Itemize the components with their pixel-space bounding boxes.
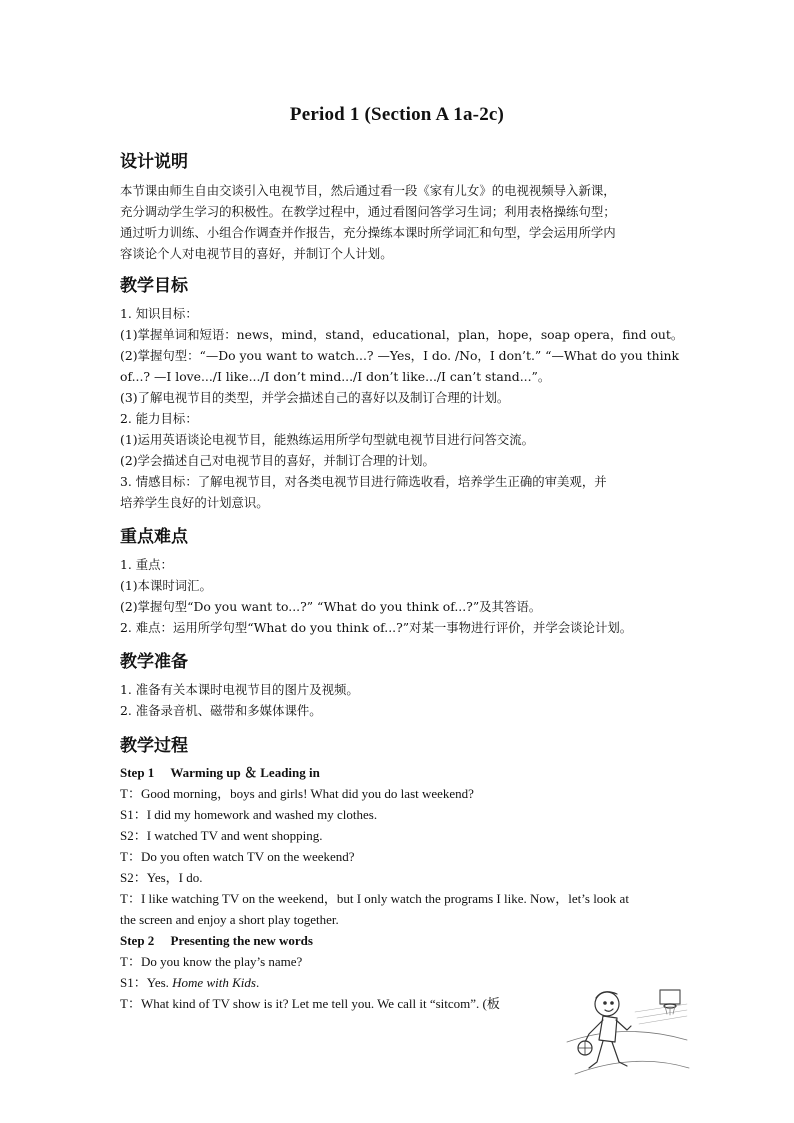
text-line: 培养学生良好的计划意识。 [120, 495, 269, 510]
dialogue-line: T：Do you know the play’s name? [120, 954, 303, 969]
text-line: of...? —I love.../I like.../I don’t mind.../I don’t like.../I can’t stand...”。 [120, 369, 551, 384]
dialogue-suffix: . [255, 975, 260, 990]
text-line: 充分调动学生学习的积极性。在教学过程中，通过看图问答学习生词；利用表格操练句型； [120, 204, 616, 219]
dialogue-prefix: S1：Yes. [120, 975, 173, 990]
text-line: 1. 重点： [120, 557, 173, 572]
dialogue-line: T：Do you often watch TV on the weekend? [120, 849, 355, 864]
dialogue-line: S2：Yes，I do. [120, 870, 203, 885]
text-line: (2)学会描述自己对电视节目的喜好，并制订合理的计划。 [120, 453, 435, 468]
list-goals [120, 303, 682, 513]
dialogue-line: T：Good morning，boys and girls! What did you do last weekend? [120, 786, 474, 801]
show-title: Home with Kids [172, 975, 256, 990]
text-line: 本节课由师生自由交谈引入电视节目，然后通过看一段《家有儿女》的电视视频导入新课， [120, 183, 616, 198]
dialogue-line: the screen and enjoy a short play together. [120, 912, 339, 927]
heading-goals: 教学目标 [120, 276, 188, 296]
dialogue-line: S2：I watched TV and went shopping. [120, 828, 323, 843]
text-line: 2. 能力目标： [120, 411, 198, 426]
text-line: 2. 准备录音机、磁带和多媒体课件。 [120, 703, 322, 718]
text-line: 容谈论个人对电视节目的喜好，并制订个人计划。 [120, 246, 393, 261]
text-line: (1)运用英语谈论电视节目，能熟练运用所学句型就电视节目进行问答交流。 [120, 432, 535, 447]
basketball-boy-illustration [565, 982, 690, 1082]
list-prep [120, 679, 682, 721]
text-line: 1. 知识目标： [120, 306, 198, 321]
dialogue-line: T：I like watching TV on the weekend，but I only watch the programs I like. Now，let’s look at [120, 891, 629, 906]
text-line: 3. 情感目标：了解电视节目，对各类电视节目进行筛选收看，培养学生正确的审美观，并 [120, 474, 607, 489]
text-line: (2)掌握句型“Do you want to...?” “What do you think of...?”及其答语。 [120, 599, 542, 614]
text-line: 2. 难点：运用所学句型“What do you think of...?”对某一事物进行评价，并学会谈论计划。 [120, 620, 633, 635]
text-line: (1)掌握单词和短语：news，mind，stand，educational，plan，hope，soap opera，find out。 [120, 327, 684, 342]
text-line: (3)了解电视节目的类型，并学会描述自己的喜好以及制订合理的计划。 [120, 390, 510, 405]
text-line: 通过听力训练、小组合作调查并作报告，充分操练本课时所学词汇和句型，学会运用所学内 [120, 225, 616, 240]
list-keypoints [120, 554, 682, 638]
heading-prep: 教学准备 [120, 652, 188, 672]
dialogue-line: T：What kind of TV show is it? Let me tell you. We call it “sitcom”. (板 [120, 996, 500, 1011]
text-line: 1. 准备有关本课时电视节目的图片及视频。 [120, 682, 359, 697]
paragraph-design [120, 180, 682, 264]
step-title: Step 2 Presenting the new words [120, 933, 313, 948]
text-line: (2)掌握句型：“—Do you want to watch...? —Yes，I do. /No，I don’t.” “—What do you think [120, 348, 680, 363]
text-line: (1)本课时词汇。 [120, 578, 212, 593]
page-title: Period 1 (Section A 1a-2c) [289, 104, 505, 125]
dialogue-line: S1：I did my homework and washed my clothes. [120, 807, 378, 822]
heading-process: 教学过程 [120, 736, 188, 756]
process-content [120, 762, 682, 1014]
step-title: Step 1 Warming up ＆ Leading in [120, 765, 320, 780]
heading-keypoints: 重点难点 [120, 527, 188, 547]
heading-design: 设计说明 [120, 152, 188, 172]
